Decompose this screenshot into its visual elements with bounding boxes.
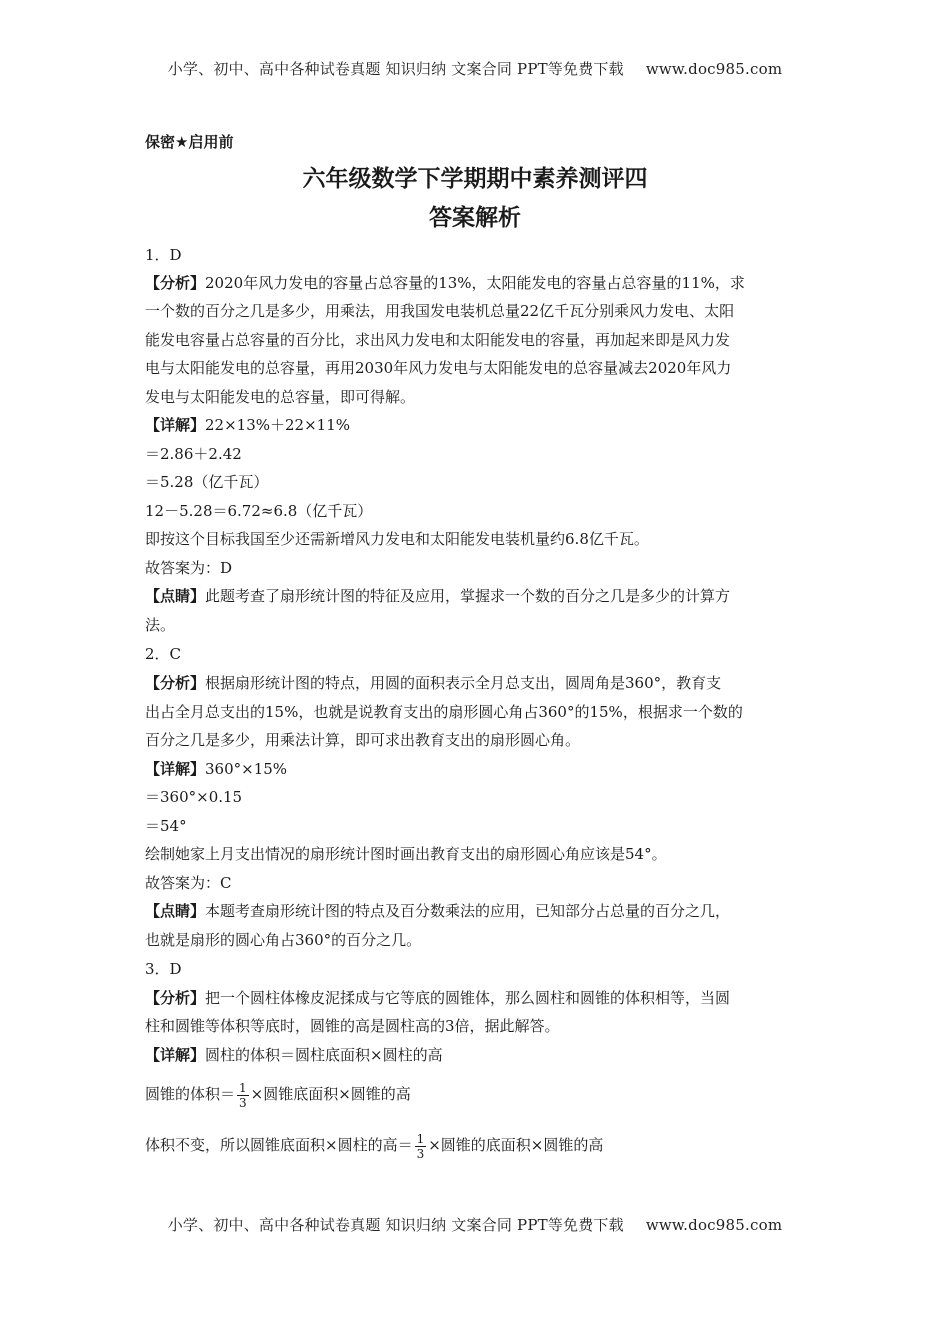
q1-analysis-line: 能发电容量占总容量的百分比，求出风力发电和太阳能发电的容量，再加起来即是风力发 xyxy=(145,331,731,349)
q1-analysis-line: 一个数的百分之几是多少，用乘法，用我国发电装机总量22亿千瓦分别乘风力发电、太阳 xyxy=(145,302,735,320)
q2-comment-line: 【点睛】本题考查扇形统计图的特点及百分数乘法的应用，已知部分占总量的百分之几， xyxy=(145,902,731,920)
page-title: 六年级数学下学期期中素养测评四 xyxy=(302,166,648,192)
detail-tag: 【详解】 xyxy=(145,416,206,434)
q2-comment-line: 也就是扇形的圆心角占360°的百分之几。 xyxy=(145,931,422,949)
page-header xyxy=(0,58,950,79)
q1-head: 1．D xyxy=(145,246,182,264)
q1-detail-line: ＝2.86＋2.42 xyxy=(145,445,242,463)
header-site: www.doc985.com xyxy=(645,60,783,78)
q2-detail-line: 【详解】360°×15% xyxy=(145,760,288,778)
q1-detail-line: ＝5.28（亿千瓦） xyxy=(145,473,269,491)
q3-head: 3．D xyxy=(145,960,182,978)
analysis-tag: 【分析】 xyxy=(145,674,206,692)
q2-detail-line: ＝360°×0.15 xyxy=(145,788,243,806)
comment-tag: 【点睛】 xyxy=(145,587,206,605)
comment-tag: 【点睛】 xyxy=(145,902,206,920)
page-footer xyxy=(0,1214,950,1235)
footer-text: 小学、初中、高中各种试卷真题 知识归纳 文案合同 PPT等免费下载 xyxy=(167,1216,624,1234)
q3-analysis-line: 柱和圆锥等体积等底时，圆锥的高是圆柱高的3倍，据此解答。 xyxy=(145,1017,560,1035)
q1-analysis-line: 【分析】2020年风力发电的容量占总容量的13%，太阳能发电的容量占总容量的11%，求 xyxy=(145,274,745,292)
q2-detail-line: ＝54° xyxy=(145,817,187,835)
q1-analysis-line: 发电与太阳能发电的总容量，即可得解。 xyxy=(145,388,416,406)
q2-answer: 故答案为：C xyxy=(145,874,232,892)
q1-comment-line: 法。 xyxy=(145,616,176,634)
footer-site: www.doc985.com xyxy=(645,1216,783,1234)
q3-cone-volume-line: 圆锥的体积＝ $\frac{1}{3}$ ×圆锥底面积×圆锥的高 xyxy=(145,1080,411,1110)
q3-equal-volume-line: 体积不变，所以圆锥底面积×圆柱的高＝ $\frac{1}{3}$ ×圆锥的底面积×圆锥的高 xyxy=(145,1131,604,1161)
q1-detail-line: 12－5.28＝6.72≈6.8（亿千瓦） xyxy=(145,502,373,520)
q2-analysis-line: 【分析】根据扇形统计图的特点，用圆的面积表示全月总支出，圆周角是360°，教育支 xyxy=(145,674,722,692)
detail-tag: 【详解】 xyxy=(145,760,206,778)
page-subtitle: 答案解析 xyxy=(429,205,521,231)
q1-detail-line: 即按这个目标我国至少还需新增风力发电和太阳能发电装机量约6.8亿千瓦。 xyxy=(145,530,649,548)
detail-tag: 【详解】 xyxy=(145,1046,206,1064)
q2-analysis-line: 百分之几是多少，用乘法计算，即可求出教育支出的扇形圆心角。 xyxy=(145,731,581,749)
confidential-label: 保密★启用前 xyxy=(145,133,234,151)
q1-detail-line: 【详解】22×13%＋22×11% xyxy=(145,416,351,434)
q1-comment-line: 【点睛】此题考查了扇形统计图的特征及应用，掌握求一个数的百分之几是多少的计算方 xyxy=(145,587,731,605)
q2-analysis-line: 出占全月总支出的15%，也就是说教育支出的扇形圆心角占360°的15%，根据求一个数的 xyxy=(145,703,743,721)
analysis-tag: 【分析】 xyxy=(145,989,206,1007)
q1-analysis-line: 电与太阳能发电的总容量，再用2030年风力发电与太阳能发电的总容量减去2020年风力 xyxy=(145,359,732,377)
q3-detail-line: 【详解】圆柱的体积＝圆柱底面积×圆柱的高 xyxy=(145,1046,443,1064)
q1-answer: 故答案为：D xyxy=(145,559,233,577)
q2-detail-line: 绘制她家上月支出情况的扇形统计图时画出教育支出的扇形圆心角应该是54°。 xyxy=(145,845,667,863)
q2-head: 2．C xyxy=(145,645,182,663)
analysis-tag: 【分析】 xyxy=(145,274,206,292)
q3-analysis-line: 【分析】把一个圆柱体橡皮泥揉成与它等底的圆锥体，那么圆柱和圆锥的体积相等，当圆 xyxy=(145,989,731,1007)
fraction-one-third: $\frac{1}{3}$ xyxy=(416,1131,425,1161)
fraction-one-third: $\frac{1}{3}$ xyxy=(239,1080,247,1110)
header-text: 小学、初中、高中各种试卷真题 知识归纳 文案合同 PPT等免费下载 xyxy=(167,60,624,78)
